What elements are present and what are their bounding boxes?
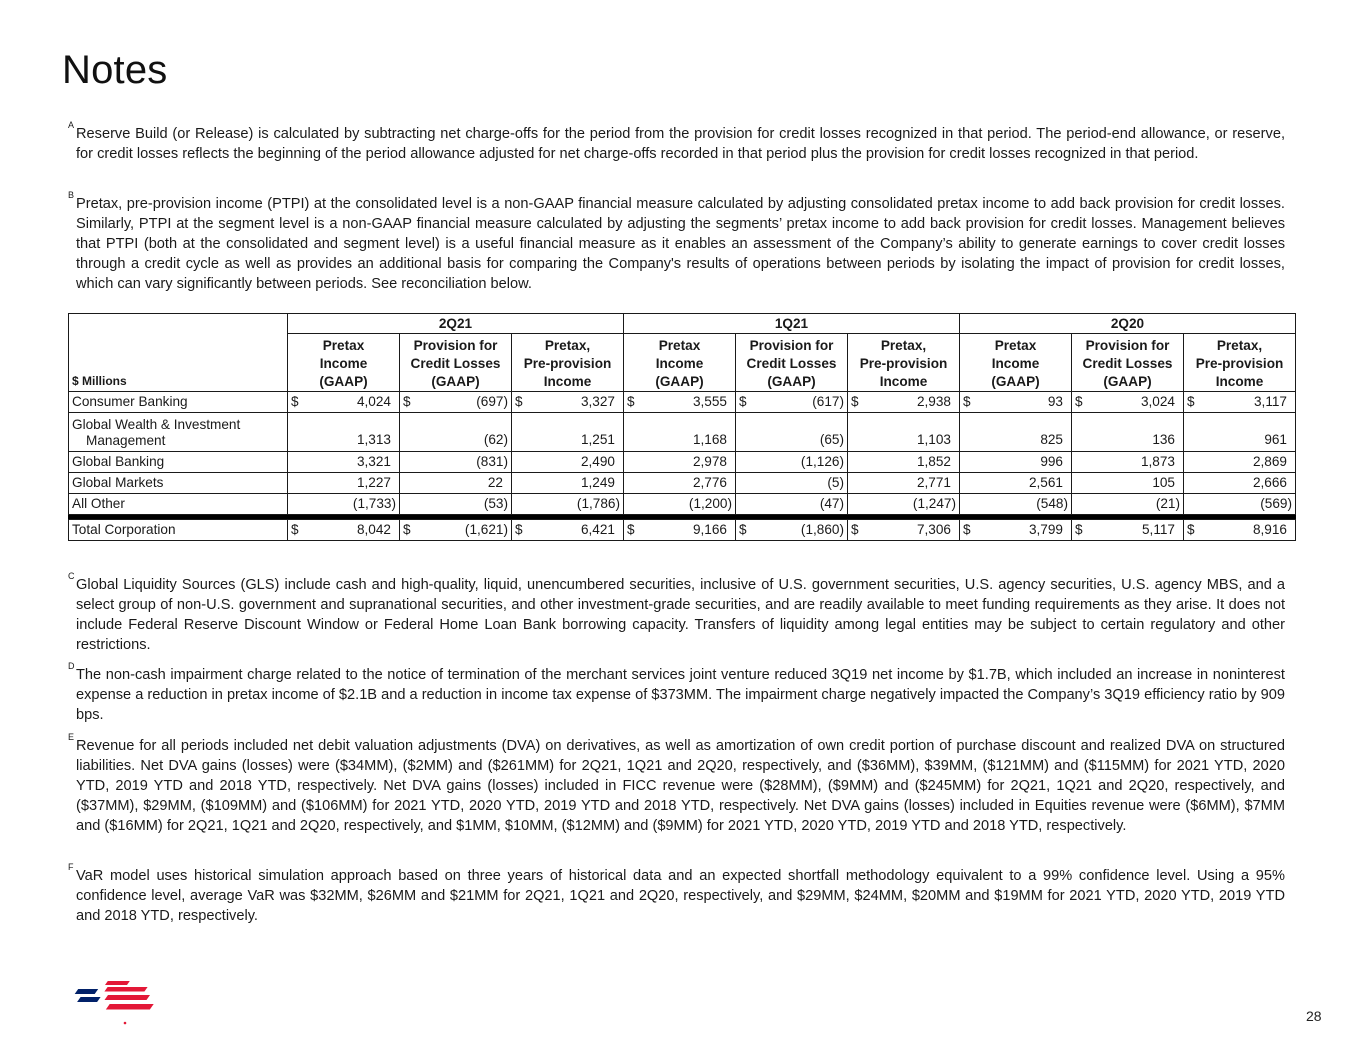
value-text: (697) <box>476 394 508 409</box>
value-cell <box>736 392 848 413</box>
value-text: (617) <box>812 394 844 409</box>
currency-symbol: $ <box>627 522 635 537</box>
column-header-line: (GAAP) <box>991 374 1040 389</box>
value-cell <box>848 473 960 494</box>
value-text: 4,024 <box>356 394 391 409</box>
row-label <box>69 392 288 413</box>
row-label-text: Consumer Banking <box>72 394 188 409</box>
value-cell <box>960 520 1072 541</box>
footnote-text: The non-cash impairment charge related to the notice of termination of the merchant services joint venture reduced 3Q19 net income by $1.7B, which included an increase in noninterest expense a reduction in pretax income of $2.1B and a reduction in income tax expense of $373MM. The impairment charge negatively impacted the Company’s 3Q19 efficiency ratio by 909 bps. <box>76 667 1285 723</box>
value-text: 1,873 <box>1140 454 1175 469</box>
value-cell <box>1072 473 1184 494</box>
footnote-b <box>68 190 1285 294</box>
value-cell <box>512 413 624 452</box>
period-header: 2Q21 <box>288 314 624 334</box>
column-header <box>288 334 400 392</box>
value-cell <box>624 392 736 413</box>
footnote-a <box>68 120 1285 164</box>
row-label <box>69 452 288 473</box>
column-header-line: Income <box>543 374 592 389</box>
value-cell <box>288 520 400 541</box>
value-cell <box>400 452 512 473</box>
period-header-row <box>69 314 1296 334</box>
column-header-line: Credit Losses <box>746 356 837 371</box>
page-number: 28 <box>1306 1008 1322 1024</box>
value-cell <box>400 520 512 541</box>
value-text: 5,117 <box>1141 522 1175 537</box>
value-cell <box>960 413 1072 452</box>
value-cell <box>624 452 736 473</box>
column-header <box>1072 334 1184 392</box>
value-cell <box>1184 473 1296 494</box>
value-text: (1,733) <box>352 496 396 511</box>
row-label-text: Global Wealth & Investment <box>72 417 241 432</box>
value-text: 2,938 <box>916 394 951 409</box>
value-cell <box>512 473 624 494</box>
column-header-line: (GAAP) <box>1103 374 1152 389</box>
value-text: 2,561 <box>1028 475 1063 490</box>
column-header <box>848 334 960 392</box>
value-cell <box>288 413 400 452</box>
value-cell <box>400 392 512 413</box>
value-cell <box>736 520 848 541</box>
value-text: 1,249 <box>580 475 615 490</box>
table-row <box>69 452 1296 473</box>
currency-symbol: $ <box>627 394 635 409</box>
value-text: 136 <box>1152 432 1175 447</box>
currency-symbol: $ <box>1187 522 1195 537</box>
footnote-f <box>68 862 1285 926</box>
value-text: (1,621) <box>464 522 508 537</box>
value-text: 9,166 <box>692 522 727 537</box>
row-label-text: Global Banking <box>72 454 165 469</box>
footnote-marker: B <box>68 190 75 200</box>
currency-symbol: $ <box>1187 394 1195 409</box>
footnote-text: VaR model uses historical simulation approach based on three years of historical data and an expected shortfall methodology equivalent to a 99% confidence level. Using a 95% confidence level, average VaR was $32MM, $26MM and $21MM for 2Q21, 1Q21 and 2Q20, respectively, and $29MM, $24MM, $20MM and $19MM for 2021 YTD, 2020 YTD, 2019 YTD and 2018 YTD, respectively. <box>76 868 1285 924</box>
value-cell <box>960 452 1072 473</box>
value-cell <box>1072 520 1184 541</box>
column-header <box>400 334 512 392</box>
table-row <box>69 413 1296 452</box>
value-cell <box>400 494 512 515</box>
footnote-marker: C <box>68 571 75 581</box>
value-text: 2,666 <box>1252 475 1287 490</box>
value-text: 2,490 <box>580 454 615 469</box>
value-text: (1,126) <box>800 454 844 469</box>
value-text: 1,313 <box>356 432 391 447</box>
table-row <box>69 520 1296 541</box>
currency-symbol: $ <box>291 522 299 537</box>
currency-symbol: $ <box>1075 522 1083 537</box>
value-text: (21) <box>1155 496 1180 511</box>
column-header <box>512 334 624 392</box>
footnote-marker: D <box>68 661 75 671</box>
value-text: 1,852 <box>916 454 951 469</box>
column-header <box>624 334 736 392</box>
value-text: 825 <box>1040 432 1063 447</box>
row-label-text: Total Corporation <box>72 522 176 537</box>
value-text: (47) <box>819 496 844 511</box>
value-text: 3,321 <box>356 454 391 469</box>
period-header: 2Q20 <box>960 314 1296 334</box>
value-text: 961 <box>1264 432 1287 447</box>
currency-symbol: $ <box>291 394 299 409</box>
value-cell <box>960 392 1072 413</box>
value-text: 3,024 <box>1140 394 1175 409</box>
page-title: Notes <box>62 48 168 92</box>
value-cell <box>960 494 1072 515</box>
value-cell <box>624 520 736 541</box>
value-text: 1,168 <box>692 432 727 447</box>
value-text: (5) <box>827 475 844 490</box>
row-label <box>69 473 288 494</box>
column-header-line: Pretax, <box>544 338 591 353</box>
footnote-text: Revenue for all periods included net debit valuation adjustments (DVA) on derivatives, as well as amortization of own credit portion of purchase discount and realized DVA on structured liabilities. Net DVA gains (losses) were ($34MM), ($2MM) and ($261MM) for 2Q21, 1Q21 and 2Q20, respectively, and ($36MM), $39MM, ($121MM) and ($115MM) for 2021 YTD, 2020 YTD, 2019 YTD and 2018 YTD, respectively. Net DVA gains (losses) included in FICC revenue were ($28MM), ($9MM) and ($245MM) for 2Q21, 1Q21 and 2Q20, respectively, and ($37MM), $29MM, ($109MM) and ($106MM) for 2021 YTD, 2020 YTD, 2019 YTD and 2018 YTD, respectively. Net DVA gains (losses) included in Equities revenue were ($6MM), $7MM and ($16MM) for 2Q21, 1Q21 and 2Q20, respectively, and $1MM, $10MM, ($12MM) and ($9MM) for 2021 YTD, 2020 YTD, 2019 YTD and 2018 YTD, respectively. <box>76 738 1285 834</box>
value-cell <box>512 452 624 473</box>
footnote-d <box>68 661 1285 725</box>
row-label-text: Global Markets <box>72 475 164 490</box>
column-header-line: Provision for <box>1085 338 1170 353</box>
currency-symbol: $ <box>851 394 859 409</box>
column-header <box>1184 334 1296 392</box>
value-cell <box>736 494 848 515</box>
unit-label: $ Millions <box>69 314 288 392</box>
value-cell <box>960 473 1072 494</box>
value-text: 3,327 <box>580 394 615 409</box>
value-cell <box>288 392 400 413</box>
footnote-text: Global Liquidity Sources (GLS) include cash and high-quality, liquid, unencumbered securities, inclusive of U.S. government securities, U.S. agency securities, U.S. agency MBS, and a select group of non-U.S. government and supranational securities, and other investment-grade securities, and are readily available to meet funding requirements as they arise. It does not include Federal Reserve Discount Window or Federal Home Loan Bank borrowing capacity. Transfers of liquidity among legal entities may be subject to certain regulatory and other restrictions. <box>76 577 1285 653</box>
table-row <box>69 473 1296 494</box>
value-text: 3,799 <box>1028 522 1063 537</box>
row-label-text: All Other <box>72 496 125 511</box>
value-text: (1,860) <box>800 522 844 537</box>
value-text: 2,776 <box>692 475 727 490</box>
column-header-line: Pretax <box>322 338 365 353</box>
table-row <box>69 392 1296 413</box>
column-header-line: Income <box>991 356 1040 371</box>
value-text: 7,306 <box>916 522 951 537</box>
value-text: (1,247) <box>912 496 956 511</box>
value-cell <box>1184 494 1296 515</box>
value-cell <box>1184 392 1296 413</box>
footnote-e <box>68 732 1285 836</box>
column-header <box>736 334 848 392</box>
value-cell <box>1072 452 1184 473</box>
column-header-line: Pre-provision <box>1195 356 1284 371</box>
row-label-text-continued: Management <box>86 433 166 448</box>
value-text: (569) <box>1260 496 1292 511</box>
value-cell <box>848 413 960 452</box>
currency-symbol: $ <box>963 522 971 537</box>
currency-symbol: $ <box>515 522 523 537</box>
footnote-marker: E <box>68 732 75 742</box>
value-text: (53) <box>483 496 508 511</box>
value-cell <box>736 413 848 452</box>
currency-symbol: $ <box>403 394 411 409</box>
column-header-line: Income <box>1215 374 1264 389</box>
footnote-marker: F <box>68 862 74 872</box>
column-header-line: Credit Losses <box>410 356 501 371</box>
value-cell <box>288 452 400 473</box>
footnote-text: Pretax, pre-provision income (PTPI) at the consolidated level is a non-GAAP financial measure calculated by adjusting consolidated pretax income to add back provision for credit losses. Similarly, PTPI at the segment level is a non-GAAP financial measure calculated by adjusting the segments’ pretax income to add back provision for credit losses. Management believes that PTPI (both at the consolidated and segment level) is a useful financial measure as it enables an assessment of the Company’s ability to generate earnings to cover credit losses through a credit cycle as well as provides an additional basis for comparing the Company's results of operations between periods by isolating the impact of provision for credit losses, which can vary significantly between periods. See reconciliation below. <box>76 196 1285 292</box>
value-cell <box>1072 494 1184 515</box>
value-cell <box>1184 520 1296 541</box>
value-text: 6,421 <box>580 522 615 537</box>
value-cell <box>848 392 960 413</box>
value-cell <box>736 473 848 494</box>
value-cell <box>1184 452 1296 473</box>
value-cell <box>848 520 960 541</box>
column-header-line: Pre-provision <box>523 356 612 371</box>
value-text: (1,786) <box>576 496 620 511</box>
column-header-line: Pretax, <box>880 338 927 353</box>
value-text: 105 <box>1152 475 1175 490</box>
currency-symbol: $ <box>739 522 747 537</box>
row-label <box>69 494 288 515</box>
value-text: 3,555 <box>692 394 727 409</box>
bank-of-america-flag-logo-icon <box>64 975 159 1027</box>
column-header <box>960 334 1072 392</box>
value-cell <box>512 392 624 413</box>
value-cell <box>624 413 736 452</box>
column-header-line: Provision for <box>749 338 834 353</box>
currency-symbol: $ <box>515 394 523 409</box>
value-text: 996 <box>1040 454 1063 469</box>
column-header-line: Provision for <box>413 338 498 353</box>
footnote-marker: A <box>68 120 75 130</box>
column-header-line: (GAAP) <box>431 374 480 389</box>
value-cell <box>624 473 736 494</box>
value-text: (62) <box>483 432 508 447</box>
row-label <box>69 413 288 452</box>
value-text: 3,117 <box>1253 394 1287 409</box>
value-text: 93 <box>1047 394 1063 409</box>
column-header-line: Income <box>655 356 704 371</box>
column-header-line: Income <box>879 374 928 389</box>
currency-symbol: $ <box>739 394 747 409</box>
value-text: 1,227 <box>356 475 391 490</box>
value-cell <box>624 494 736 515</box>
currency-symbol: $ <box>963 394 971 409</box>
value-text: 8,916 <box>1252 522 1287 537</box>
value-cell <box>400 473 512 494</box>
column-header-line: Credit Losses <box>1082 356 1173 371</box>
value-text: 1,251 <box>580 432 615 447</box>
value-cell <box>288 473 400 494</box>
column-header-line: Pretax, <box>1216 338 1263 353</box>
value-text: 1,103 <box>916 432 951 447</box>
value-text: (1,200) <box>688 496 732 511</box>
value-cell <box>1184 413 1296 452</box>
column-header-line: Pre-provision <box>859 356 948 371</box>
column-header-line: (GAAP) <box>767 374 816 389</box>
column-header-line: Pretax <box>994 338 1037 353</box>
value-cell <box>288 494 400 515</box>
value-cell <box>736 452 848 473</box>
column-header-line: (GAAP) <box>655 374 704 389</box>
footnote-text: Reserve Build (or Release) is calculated by subtracting net charge-offs for the period from the provision for credit losses recognized in that period. The period-end allowance, or reserve, for credit losses reflects the beginning of the period allowance adjusted for net charge-offs recorded in that period plus the provision for credit losses recognized in that period. <box>76 126 1285 162</box>
column-header-line: Pretax <box>658 338 701 353</box>
value-cell <box>1072 392 1184 413</box>
value-text: 2,869 <box>1252 454 1287 469</box>
value-text: (548) <box>1036 496 1068 511</box>
value-text: (831) <box>476 454 508 469</box>
period-header: 1Q21 <box>624 314 960 334</box>
value-text: 22 <box>487 475 503 490</box>
column-header-line: (GAAP) <box>319 374 368 389</box>
value-cell <box>1072 413 1184 452</box>
value-cell <box>848 452 960 473</box>
currency-symbol: $ <box>1075 394 1083 409</box>
value-text: (65) <box>819 432 844 447</box>
table-body <box>69 392 1296 541</box>
value-cell <box>512 494 624 515</box>
ptpi-reconciliation-table <box>68 313 1296 541</box>
table-row <box>69 494 1296 515</box>
value-text: 2,978 <box>692 454 727 469</box>
value-cell <box>848 494 960 515</box>
footnote-c <box>68 571 1285 655</box>
value-cell <box>512 520 624 541</box>
row-label <box>69 520 288 541</box>
currency-symbol: $ <box>403 522 411 537</box>
value-text: 2,771 <box>916 475 951 490</box>
currency-symbol: $ <box>851 522 859 537</box>
value-cell <box>400 413 512 452</box>
column-header-line: Income <box>319 356 368 371</box>
value-text: 8,042 <box>356 522 391 537</box>
